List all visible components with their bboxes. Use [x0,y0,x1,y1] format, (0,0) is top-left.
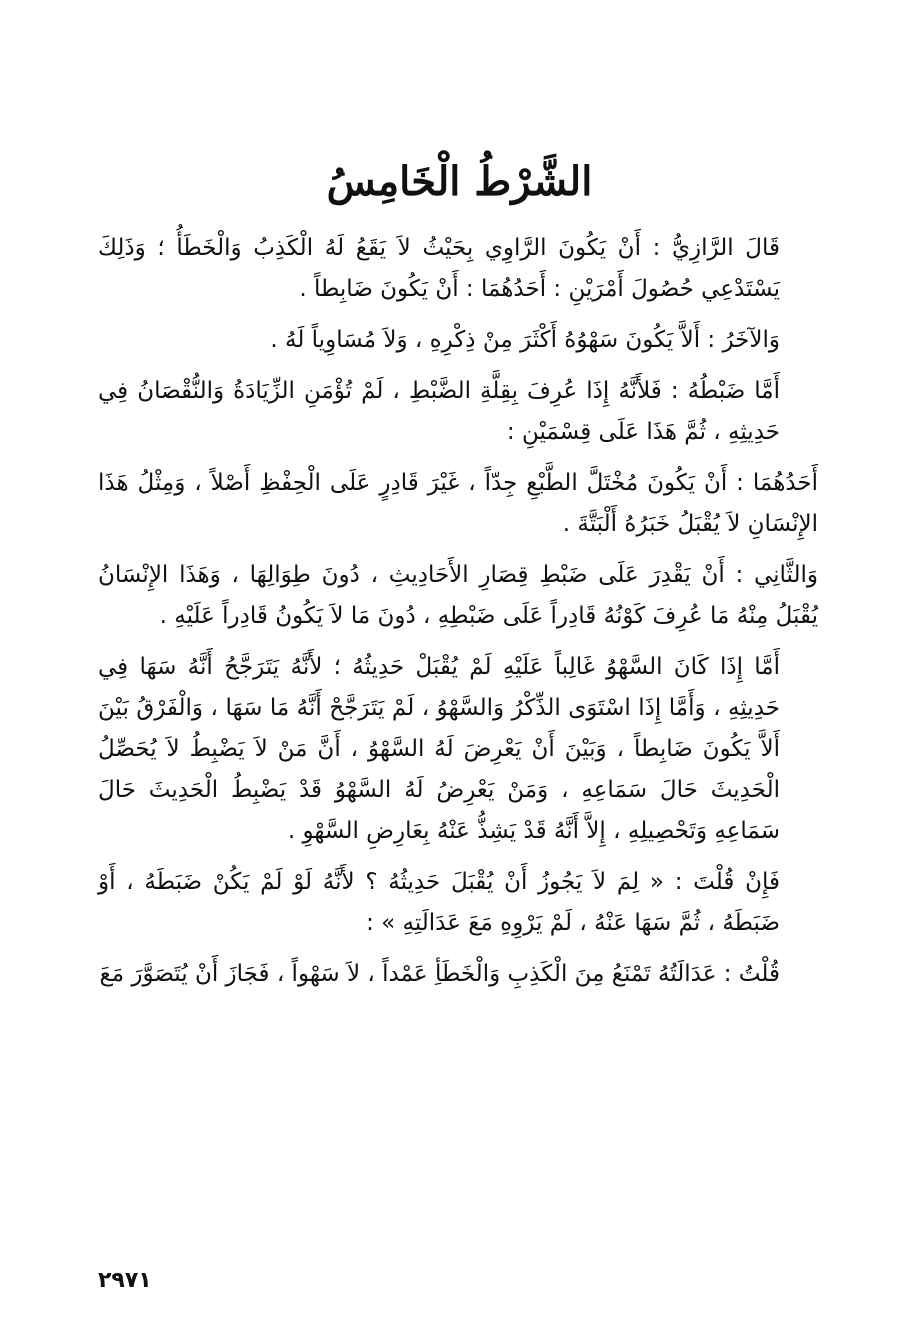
paragraph: وَالآخَرُ : أَلاَّ يَكُونَ سَهْوُهُ أَكْثَرَ مِنْ ذِكْرِهِ ، وَلاَ مُسَاوِياً لَهُ . [270,327,780,353]
paragraph: أَحَدُهُمَا : أَنْ يَكُونَ مُخْتَلَّ الطَّبْعِ جِدّاً ، غَيْرَ قَادِرٍ عَلَى الْحِفْظِ أَصْلاً ، وَمِثْلُ هَذَا الإِنْسَانِ لاَ يُقْبَلُ خَبَرُهُ أَلْبَتَّةَ . [98,470,818,537]
paragraph: وَالثَّانِي : أَنْ يَقْدِرَ عَلَى ضَبْطِ قِصَارِ الأَحَادِيثِ ، دُونَ طِوَالِهَا ، وَهَذَا الإِنْسَانُ يُقْبَلُ مِنْهُ مَا عُرِفَ كَوْنُهُ قَادِراً عَلَى ضَبْطِهِ ، دُونَ مَا لاَ يَكُونُ قَادِراً عَلَيْهِ . [98,562,818,629]
paragraph: قَالَ الرَّازِيُّ : أَنْ يَكُونَ الرَّاوِي بِحَيْثُ لاَ يَقَعُ لَهُ الْكَذِبُ وَالْخَطَأُ ؛ وَذَلِكَ يَسْتَدْعِي حُصُولَ أَمْرَيْنِ : أَحَدُهُمَا : أَنْ يَكُونَ ضَابِطاً . [98,235,780,302]
paragraph: قُلْتُ : عَدَالَتُهُ تَمْنَعُ مِنَ الْكَذِبِ وَالْخَطَأِ عَمْداً ، لاَ سَهْواً ، فَجَازَ أَنْ يُتَصَوَّرَ مَعَ [99,961,780,987]
paragraph: أَمَّا ضَبْطُهُ : فَلأَنَّهُ إِذَا عُرِفَ بِقِلَّةِ الضَّبْطِ ، لَمْ تُؤْمَنِ الزِّيَادَةُ وَالنُّقْصَانُ فِي حَدِيثِهِ ، ثُمَّ هَذَا عَلَى قِسْمَيْنِ : [98,378,780,445]
paragraph: أَمَّا إِذَا كَانَ السَّهْوُ غَالِباً عَلَيْهِ لَمْ يُقْبَلْ حَدِيثُهُ ؛ لأَنَّهُ يَتَرَجَّحُ أَنَّهُ سَهَا فِي حَدِيثِهِ ، وَأَمَّا إِذَا اسْتَوَى الذِّكْرُ وَالسَّهْوُ ، لَمْ يَتَرَجَّحْ أَنَّهُ مَا سَهَا ، وَالْفَرْقُ بَيْنَ أَلاَّ يَكُونَ ضَابِطاً ، وَبَيْنَ أَنْ يَعْرِضَ لَهُ السَّهْوُ ، أَنَّ مَنْ لاَ يَضْبِطُ لاَ يُحَصِّلُ الْحَدِيثَ حَالَ سَمَاعِهِ ، وَمَنْ يَعْرِضُ لَهُ السَّهْوُ قَدْ يَضْبِطُ الْحَدِيثَ حَالَ سَمَاعِهِ وَتَحْصِيلِهِ ، إِلاَّ أَنَّهُ قَدْ يَشِذُّ عَنْهُ بِعَارِضِ السَّهْوِ . [98,654,780,844]
page-number: ٢٩٧١ [98,1268,152,1293]
section-title: الشَّرْطُ الْخَامِسُ [326,158,593,205]
body-text [98,228,818,1005]
paragraph: فَإِنْ قُلْتَ : « لِمَ لاَ يَجُوزُ أَنْ يُقْبَلَ حَدِيثُهُ ؟ لأَنَّهُ لَوْ لَمْ يَكُنْ ضَبَطَهُ ، أَوْ ضَبَطَهُ ، ثُمَّ سَهَا عَنْهُ ، لَمْ يَرْوِهِ مَعَ عَدَالَتِهِ » : [98,869,780,936]
